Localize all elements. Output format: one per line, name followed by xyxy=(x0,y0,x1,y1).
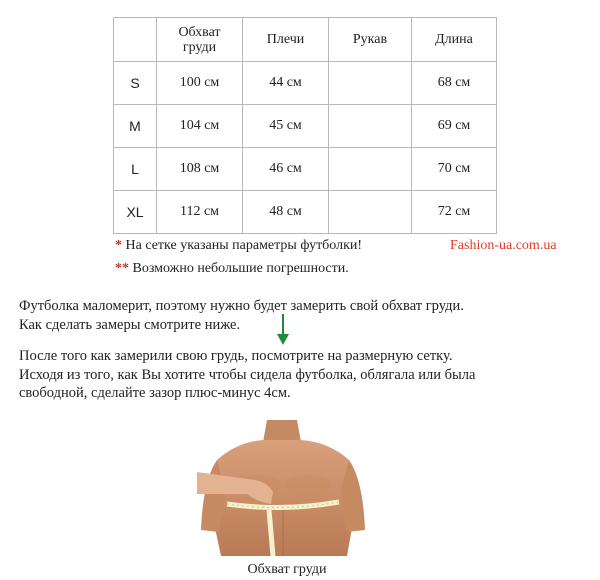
cell-length: 72 см xyxy=(412,191,497,234)
cell-length: 70 см xyxy=(412,148,497,191)
table-row xyxy=(114,148,497,191)
note-marker: * xyxy=(115,238,122,253)
cell-sleeve xyxy=(329,105,412,148)
note-parameters xyxy=(115,238,362,254)
cell-shoulders: 45 см xyxy=(243,105,329,148)
header-size xyxy=(114,18,157,62)
table-header-row xyxy=(114,18,497,62)
cell-size: S xyxy=(114,62,157,105)
note-tolerance xyxy=(115,261,349,277)
cell-length: 68 см xyxy=(412,62,497,105)
cell-chest: 104 см xyxy=(157,105,243,148)
instruction-line: Как сделать замеры смотрите ниже. xyxy=(19,317,241,333)
cell-chest: 100 см xyxy=(157,62,243,105)
table-row xyxy=(114,62,497,105)
brand-watermark: Fashion-ua.com.ua xyxy=(450,238,557,253)
arrow-down-icon xyxy=(276,314,290,346)
cell-size: M xyxy=(114,105,157,148)
table-row xyxy=(114,191,497,234)
cell-shoulders: 46 см xyxy=(243,148,329,191)
cell-size: L xyxy=(114,148,157,191)
cell-shoulders: 48 см xyxy=(243,191,329,234)
cell-shoulders: 44 см xyxy=(243,62,329,105)
photo-caption: Обхват груди xyxy=(247,562,327,577)
size-chart-table xyxy=(113,17,497,234)
cell-chest: 108 см xyxy=(157,148,243,191)
note-text: Возможно небольшие погрешности. xyxy=(132,261,349,276)
instruction-line: Футболка маломерит, поэтому нужно будет замерить свой обхват груди. xyxy=(19,298,464,314)
cell-sleeve xyxy=(329,62,412,105)
header-sleeve: Рукав xyxy=(329,18,412,62)
instruction-line: Исходя из того, как Вы хотите чтобы сидела футболка, облягала или была xyxy=(19,367,476,383)
cell-size: XL xyxy=(114,191,157,234)
header-length: Длина xyxy=(412,18,497,62)
cell-chest: 112 см xyxy=(157,191,243,234)
instruction-line: После того как замерили свою грудь, посмотрите на размерную сетку. xyxy=(19,348,453,364)
header-shoulders: Плечи xyxy=(243,18,329,62)
chest-measurement-photo xyxy=(197,420,367,556)
cell-length: 69 см xyxy=(412,105,497,148)
instruction-line: свободной, сделайте зазор плюс-минус 4см. xyxy=(19,385,291,401)
table-row xyxy=(114,105,497,148)
cell-sleeve xyxy=(329,191,412,234)
cell-sleeve xyxy=(329,148,412,191)
note-marker: ** xyxy=(115,261,129,276)
note-text: На сетке указаны параметры футболки! xyxy=(125,238,363,253)
header-chest: Обхват груди xyxy=(157,18,243,62)
